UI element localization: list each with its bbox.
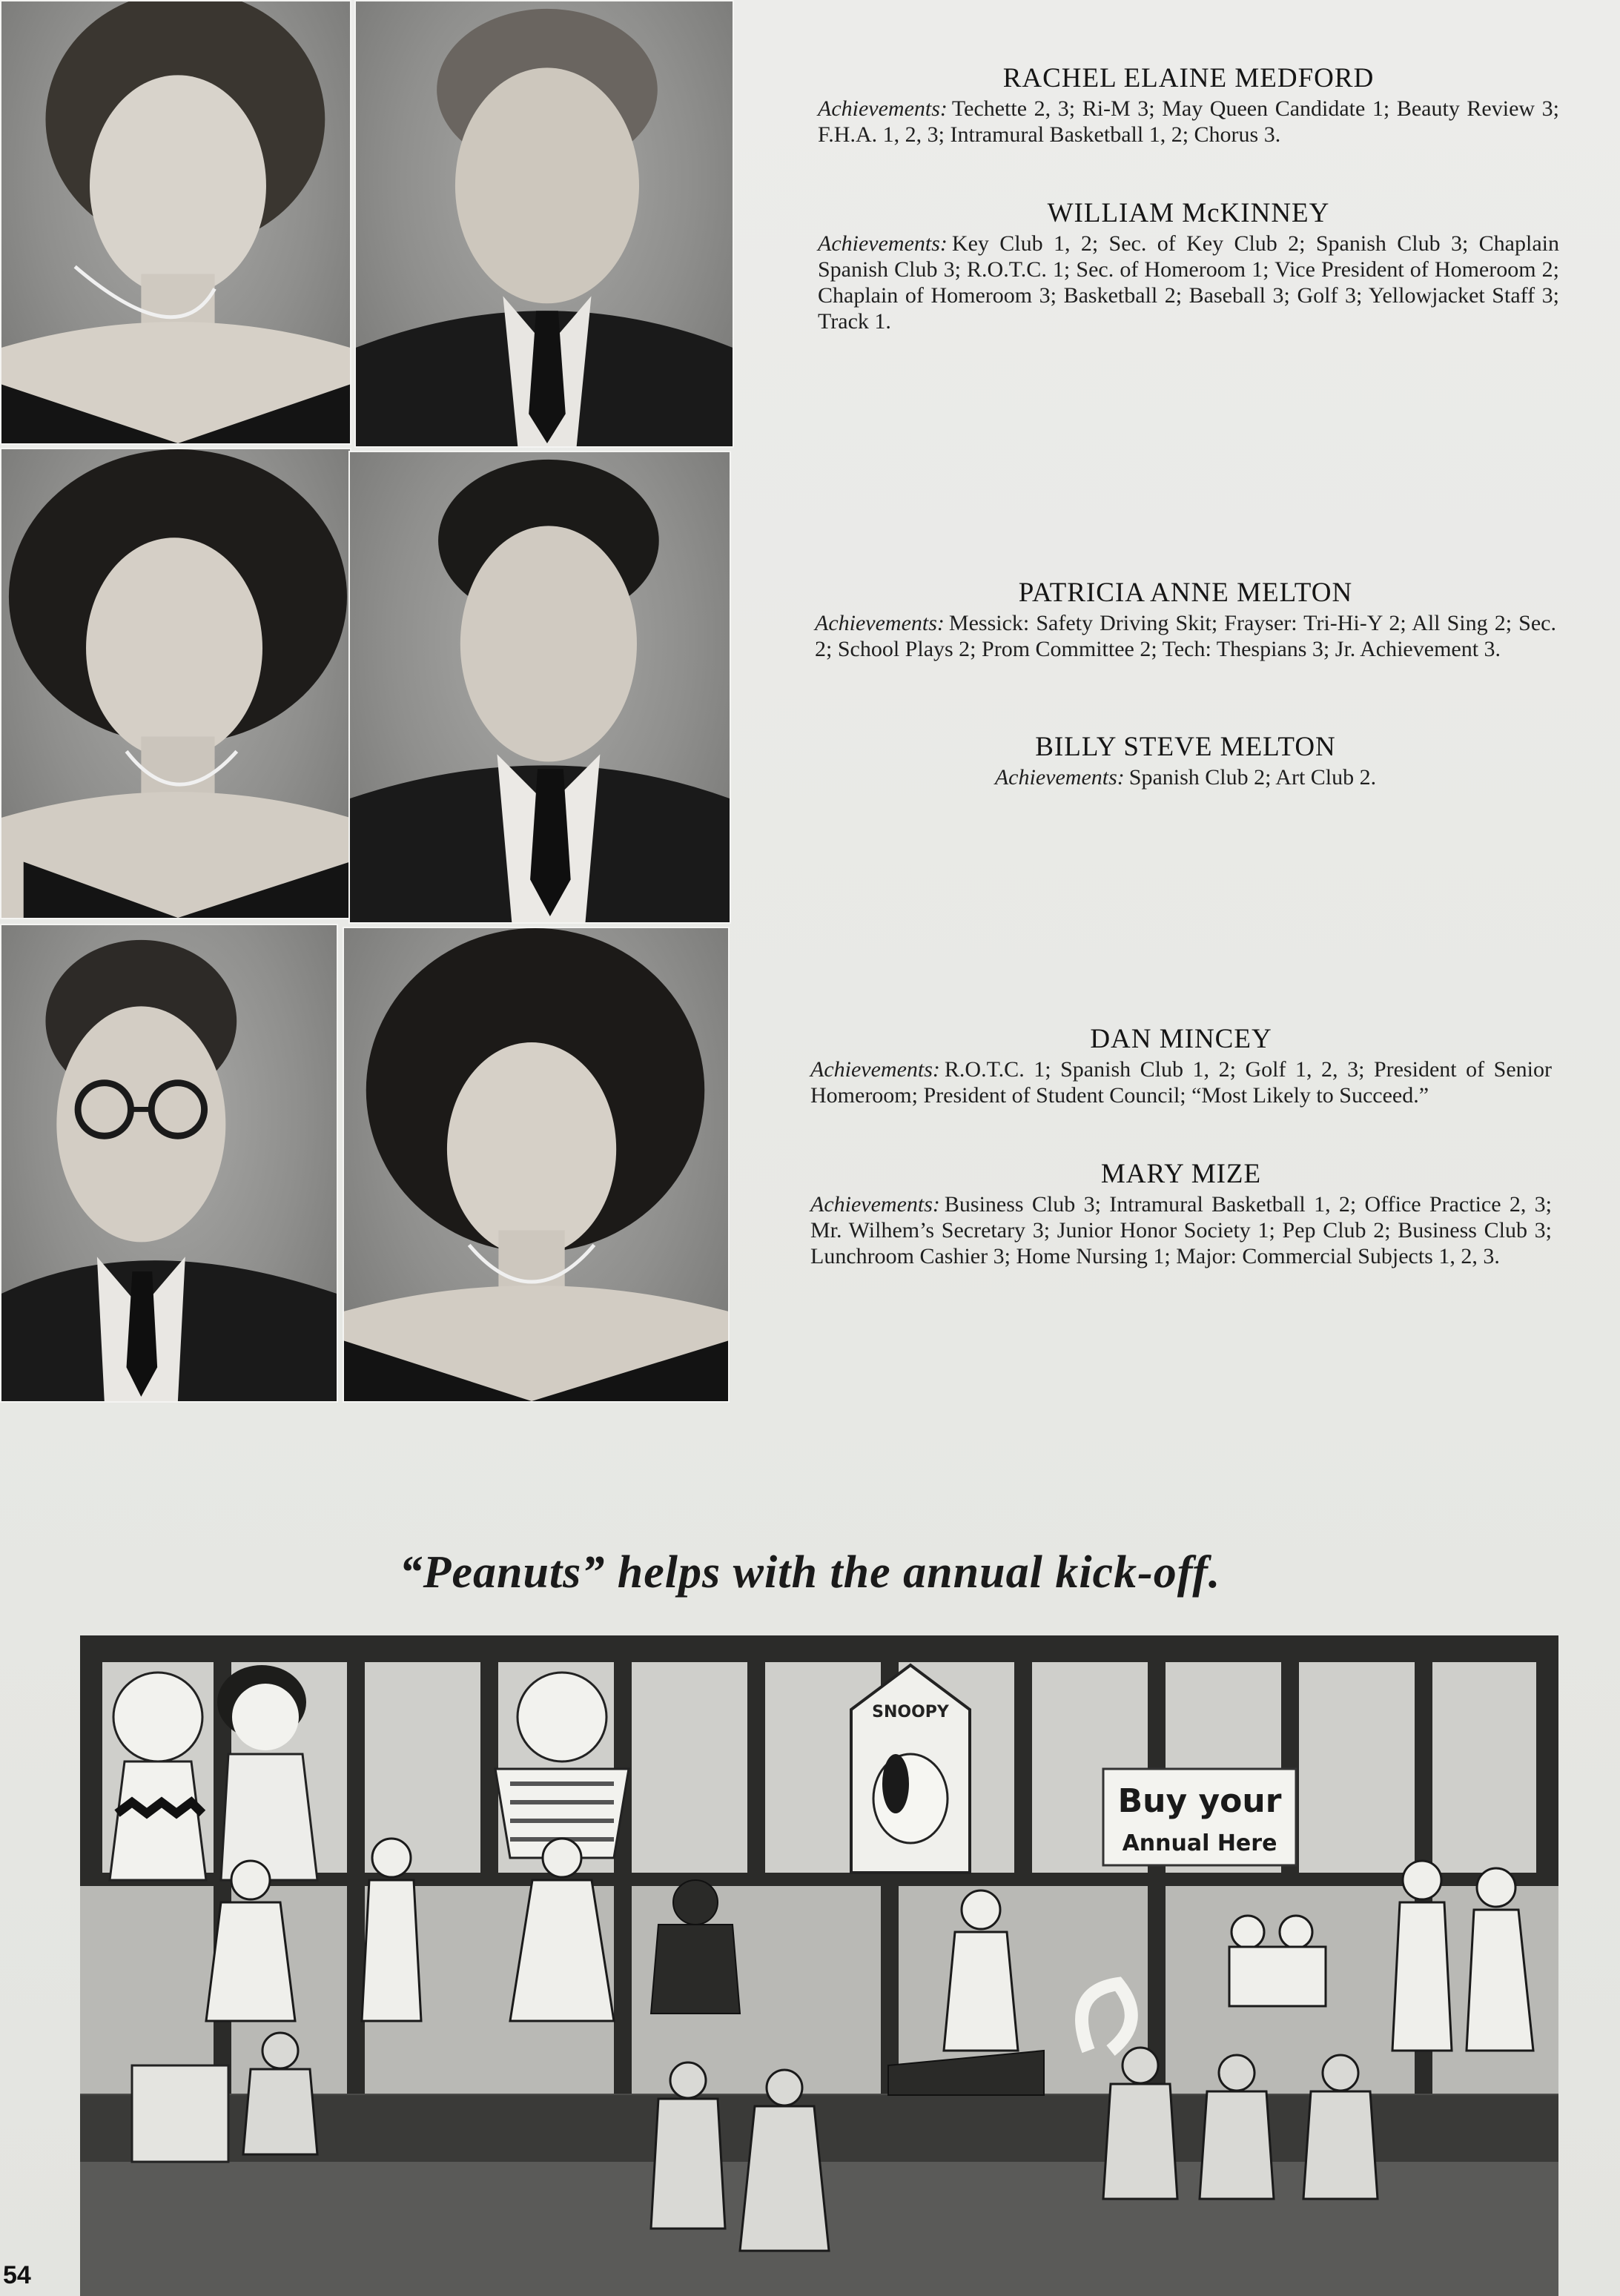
snoopy-doghouse [851,1665,970,1873]
achievements-label: Achievements: [818,231,948,256]
achievements-text: Key Club 1, 2; Sec. of Key Club 2; Spanish Club 3; Chaplain Spanish Club 3; R.O.T.C. 1; Sec. of Homeroom 1; Vice President of Homeroom 2; Chaplain of Homeroom 3; Basketball 2; Baseball 3; Golf 3; Yellowjacket Staff 3; Track 1. [818,231,1559,334]
achievements-text: Messick: Safety Driving Skit; Frayser: Tri-Hi-Y 2; All Sing 2; Sec. 2; School Plays 2; Prom Committee 2; Tech: Thespians 3; Jr. Achievement 3. [815,611,1556,661]
student-name: BILLY STEVE MELTON [1035,732,1336,762]
svg-text:Annual Here: Annual Here [1122,1830,1277,1856]
achievements-text: R.O.T.C. 1; Spanish Club 1, 2; Golf 1, 2, 3; President of Senior Homeroom; President of Student Council; “Most Likely to Succeed.” [810,1057,1552,1108]
achievements-label: Achievements: [818,96,948,121]
bio-rachel-medford [818,65,1559,148]
portrait-rachel-medford [0,0,351,445]
student-name: WILLIAM McKINNEY [1047,198,1330,228]
portrait-william-mckinney [354,0,734,448]
portrait-mary-mize [343,927,730,1403]
portrait-patricia-melton [0,448,351,919]
student-name: MARY MIZE [1100,1159,1262,1189]
stage-photo [80,1635,1558,2296]
achievements-label: Achievements: [810,1192,940,1217]
bio-dan-mincey [810,1026,1552,1108]
photo-caption: “Peanuts” helps with the annual kick-off. [399,1547,1221,1598]
student-name: PATRICIA ANNE MELTON [1018,578,1353,608]
portrait-dan-mincey [0,924,338,1403]
achievements-text: Business Club 3; Intramural Basketball 1, 2; Office Practice 2, 3; Mr. Wilhem’s Secretary 3; Junior Honor Society 1; Pep Club 2; Business Club 3; Lunchroom Cashier 3; Home Nursing 1; Major: Commercial Subjects 1, 2, 3. [810,1192,1552,1268]
achievements-label: Achievements: [994,765,1125,790]
bio-mary-mize [810,1161,1552,1269]
charlie-brown-cutout [110,1673,206,1880]
achievements-label: Achievements: [810,1057,940,1082]
achievements-label: Achievements: [815,611,945,635]
buy-annual-sign [1103,1769,1296,1865]
student-name: DAN MINCEY [1090,1024,1272,1054]
svg-text:SNOOPY: SNOOPY [872,1703,949,1721]
portrait-billy-melton [348,451,731,924]
student-name: RACHEL ELAINE MEDFORD [1002,63,1375,93]
bio-patricia-melton [815,580,1556,662]
svg-text:Buy your: Buy your [1117,1782,1282,1820]
page-number: 54 [3,2261,31,2289]
lucy-cutout [217,1665,317,1880]
bio-william-mckinney [818,200,1559,334]
achievements-text: Techette 2, 3; Ri-M 3; May Queen Candidate 1; Beauty Review 3; F.H.A. 1, 2, 3; Intramural Basketball 1, 2; Chorus 3. [818,96,1559,147]
achievements-text: Spanish Club 2; Art Club 2. [1128,765,1377,790]
bio-billy-melton [815,734,1556,790]
